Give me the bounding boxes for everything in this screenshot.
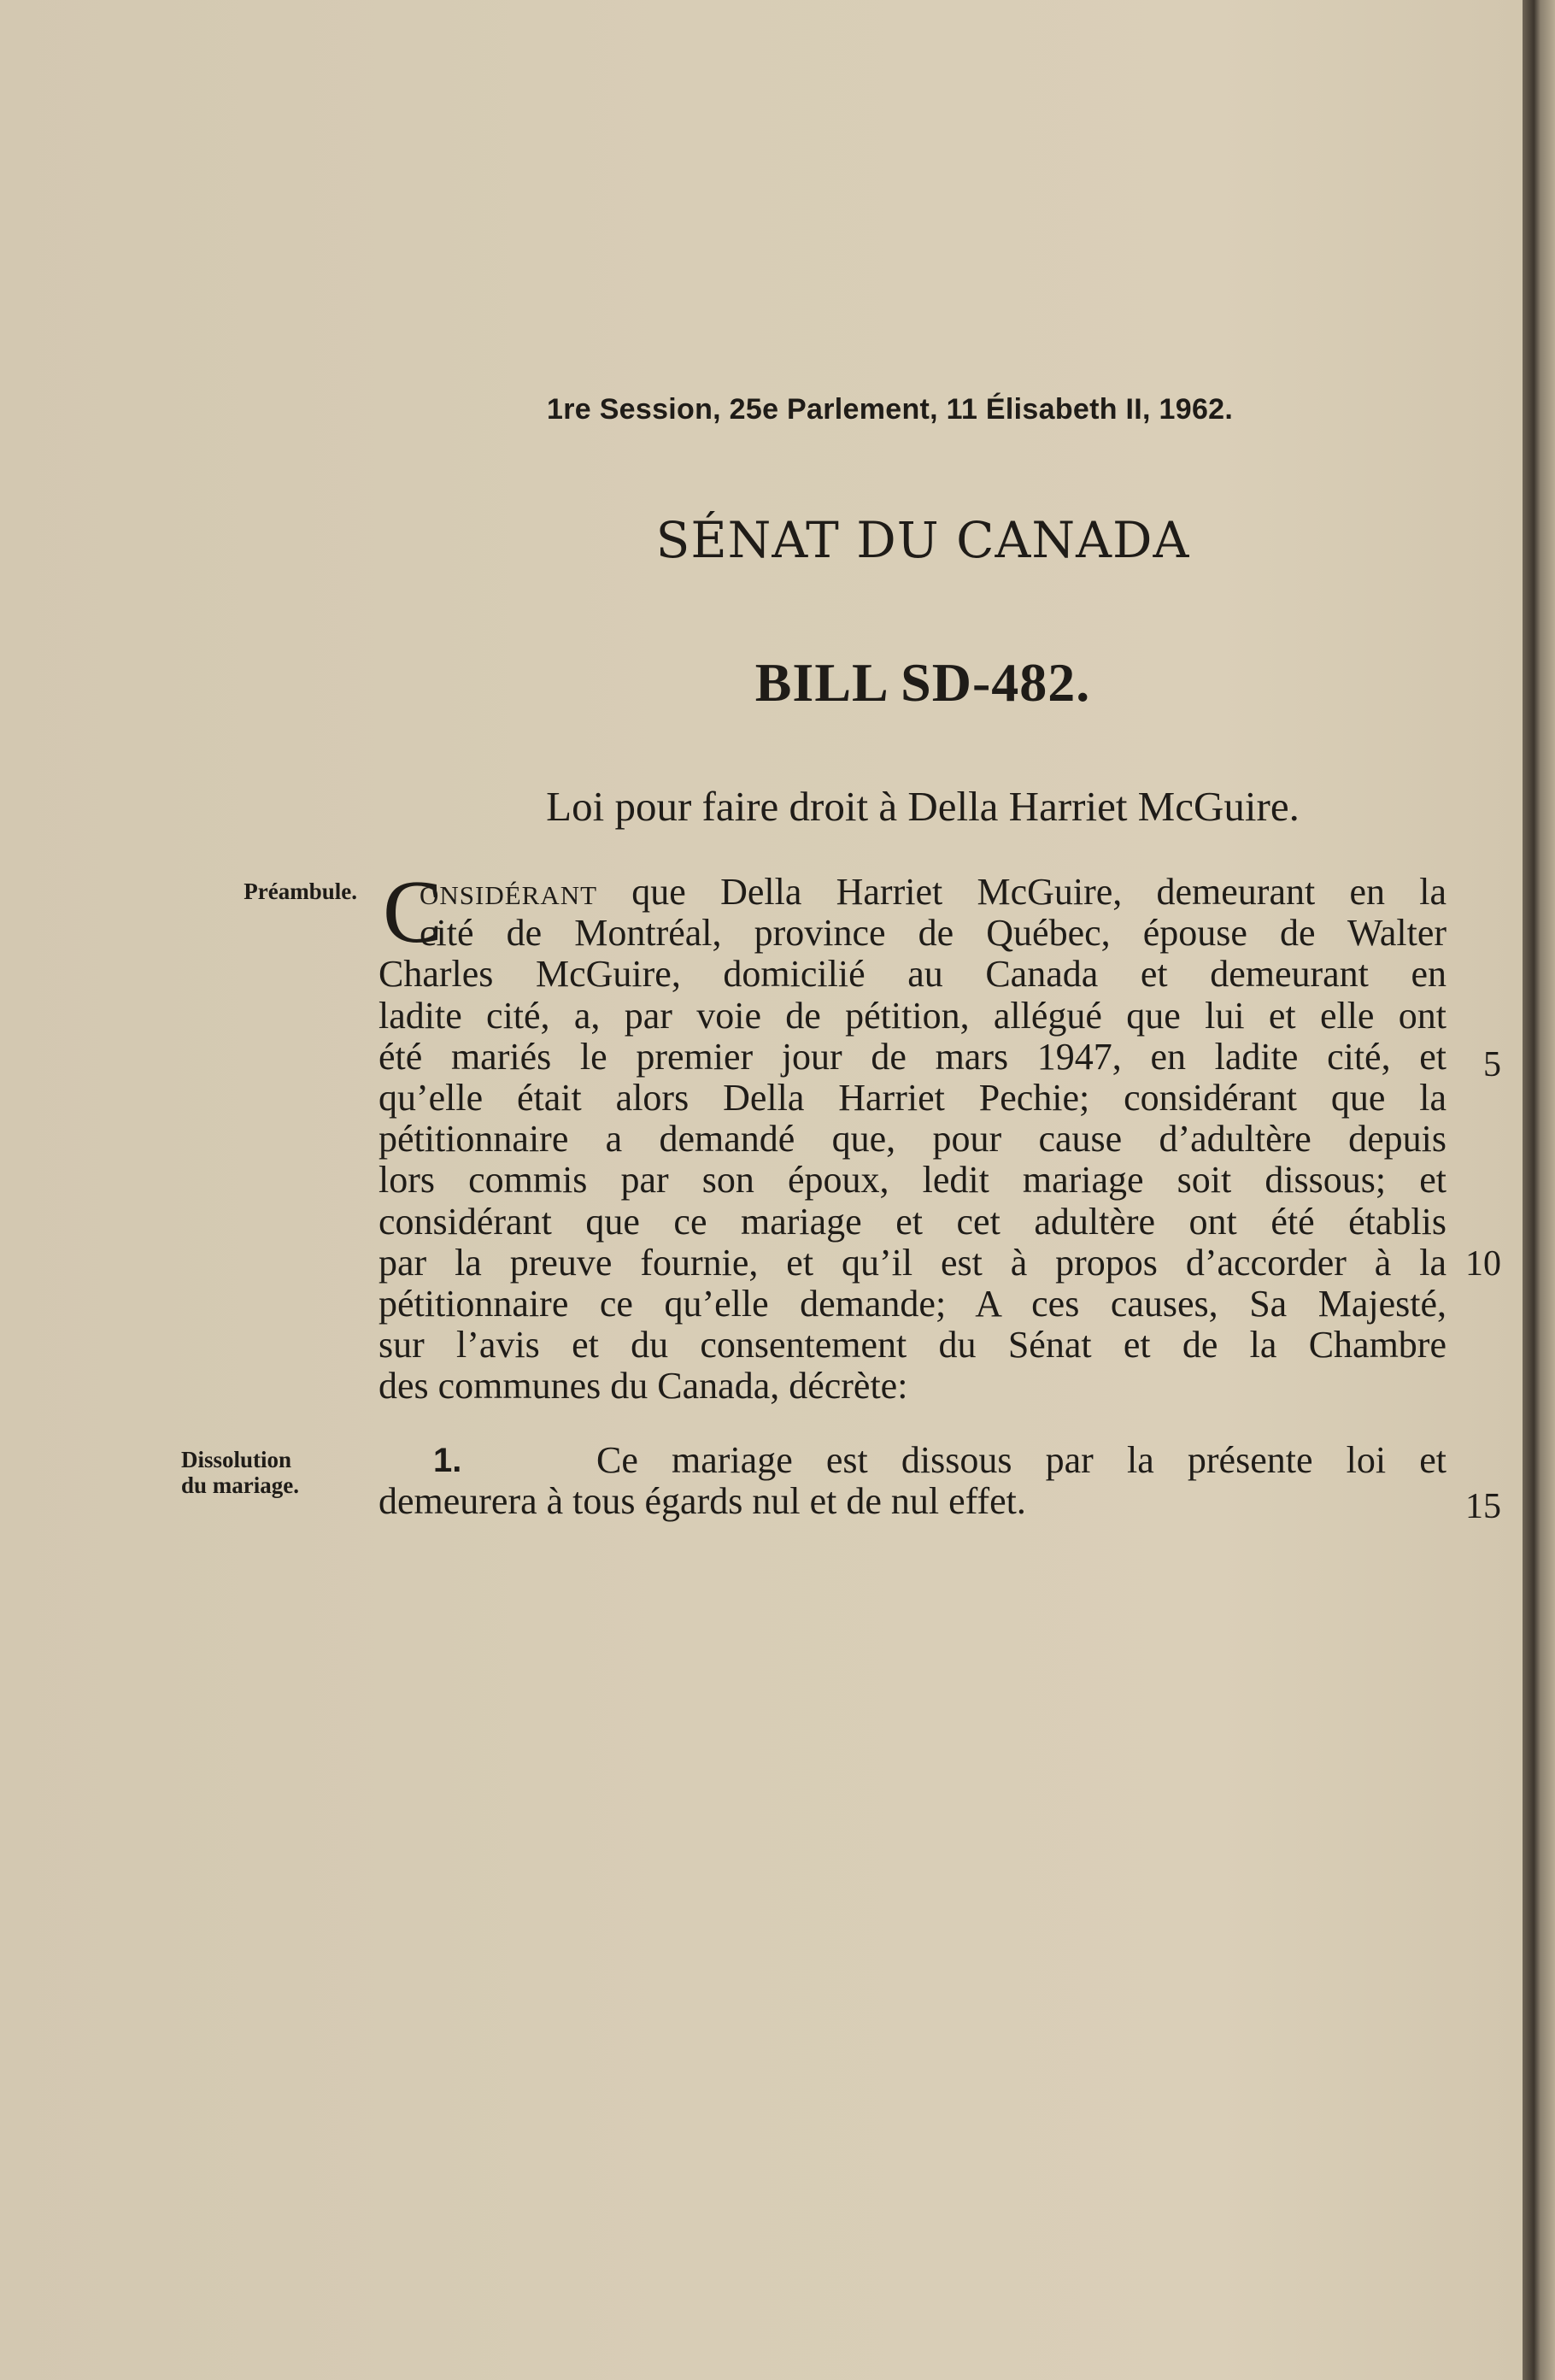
line-number-10: 10 <box>1465 1244 1501 1284</box>
marginal-note-dissolution-line2: du mariage. <box>181 1472 299 1498</box>
preamble-line-11: pétitionnaire ce qu’elle demande; A ces causes, Sa Majesté, <box>378 1282 1446 1325</box>
preamble-line-13: des communes du Canada, décrète: <box>378 1365 908 1407</box>
line-number-5: 5 <box>1483 1045 1501 1084</box>
preamble-text <box>378 861 1446 1407</box>
preamble-line-4: ladite cité, a, par voie de pétition, allégué que lui et elle ont <box>378 994 1446 1037</box>
preamble-line-6: qu’elle était alors Della Harriet Pechie; considérant que la <box>378 1076 1446 1119</box>
section-1-text-1: Ce mariage est dissous par la présente loi et <box>596 1439 1446 1481</box>
line-number-15: 15 <box>1465 1487 1501 1526</box>
preamble-line-8: lors commis par son époux, ledit mariage soit dissous; et <box>378 1159 1446 1202</box>
preamble-line-12: sur l’avis et du consentement du Sénat et de la Chambre <box>378 1324 1446 1366</box>
act-title: Loi pour faire droit à Della Harriet McGuire. <box>546 783 1300 830</box>
drop-cap: C <box>383 861 443 961</box>
preamble-line-1 <box>378 872 1446 913</box>
preamble-line-3: Charles McGuire, domicilié au Canada et demeurant en <box>378 953 1446 996</box>
preamble-line-10: par la preuve fournie, et qu’il est à propos d’accorder à la <box>378 1241 1446 1284</box>
session-header: 1re Session, 25e Parlement, 11 Élisabeth II, 1962. <box>547 393 1234 426</box>
marginal-note-dissolution <box>171 1447 343 1498</box>
bill-number: BILL SD-482. <box>754 652 1091 713</box>
senate-title: SÉNAT DU CANADA <box>655 511 1190 569</box>
section-number: 1. <box>433 1442 462 1479</box>
preamble-line-7: pétitionnaire a demandé que, pour cause d’adultère depuis <box>378 1118 1446 1161</box>
marginal-note-preamble: Préambule. <box>244 879 357 904</box>
preamble-smallcaps-word: onsidérant <box>420 871 598 913</box>
preamble-line-5: été mariés le premier jour de mars 1947, en ladite cité, et <box>378 1035 1446 1078</box>
section-1-line-1 <box>378 1440 1446 1481</box>
section-1 <box>378 1440 1446 1522</box>
preamble-line-9: considérant que ce mariage et cet adultère ont été établis <box>378 1200 1446 1243</box>
page-binding-edge <box>1523 0 1555 2380</box>
marginal-note-dissolution-line1: Dissolution <box>181 1447 292 1472</box>
preamble-line-2: cité de Montréal, province de Québec, épouse de Walter <box>420 912 1446 955</box>
section-1-text-2: demeurera à tous égards nul et de nul effet. <box>378 1480 1026 1522</box>
preamble-line-1-text: que Della Harriet McGuire, demeurant en la <box>597 871 1446 913</box>
